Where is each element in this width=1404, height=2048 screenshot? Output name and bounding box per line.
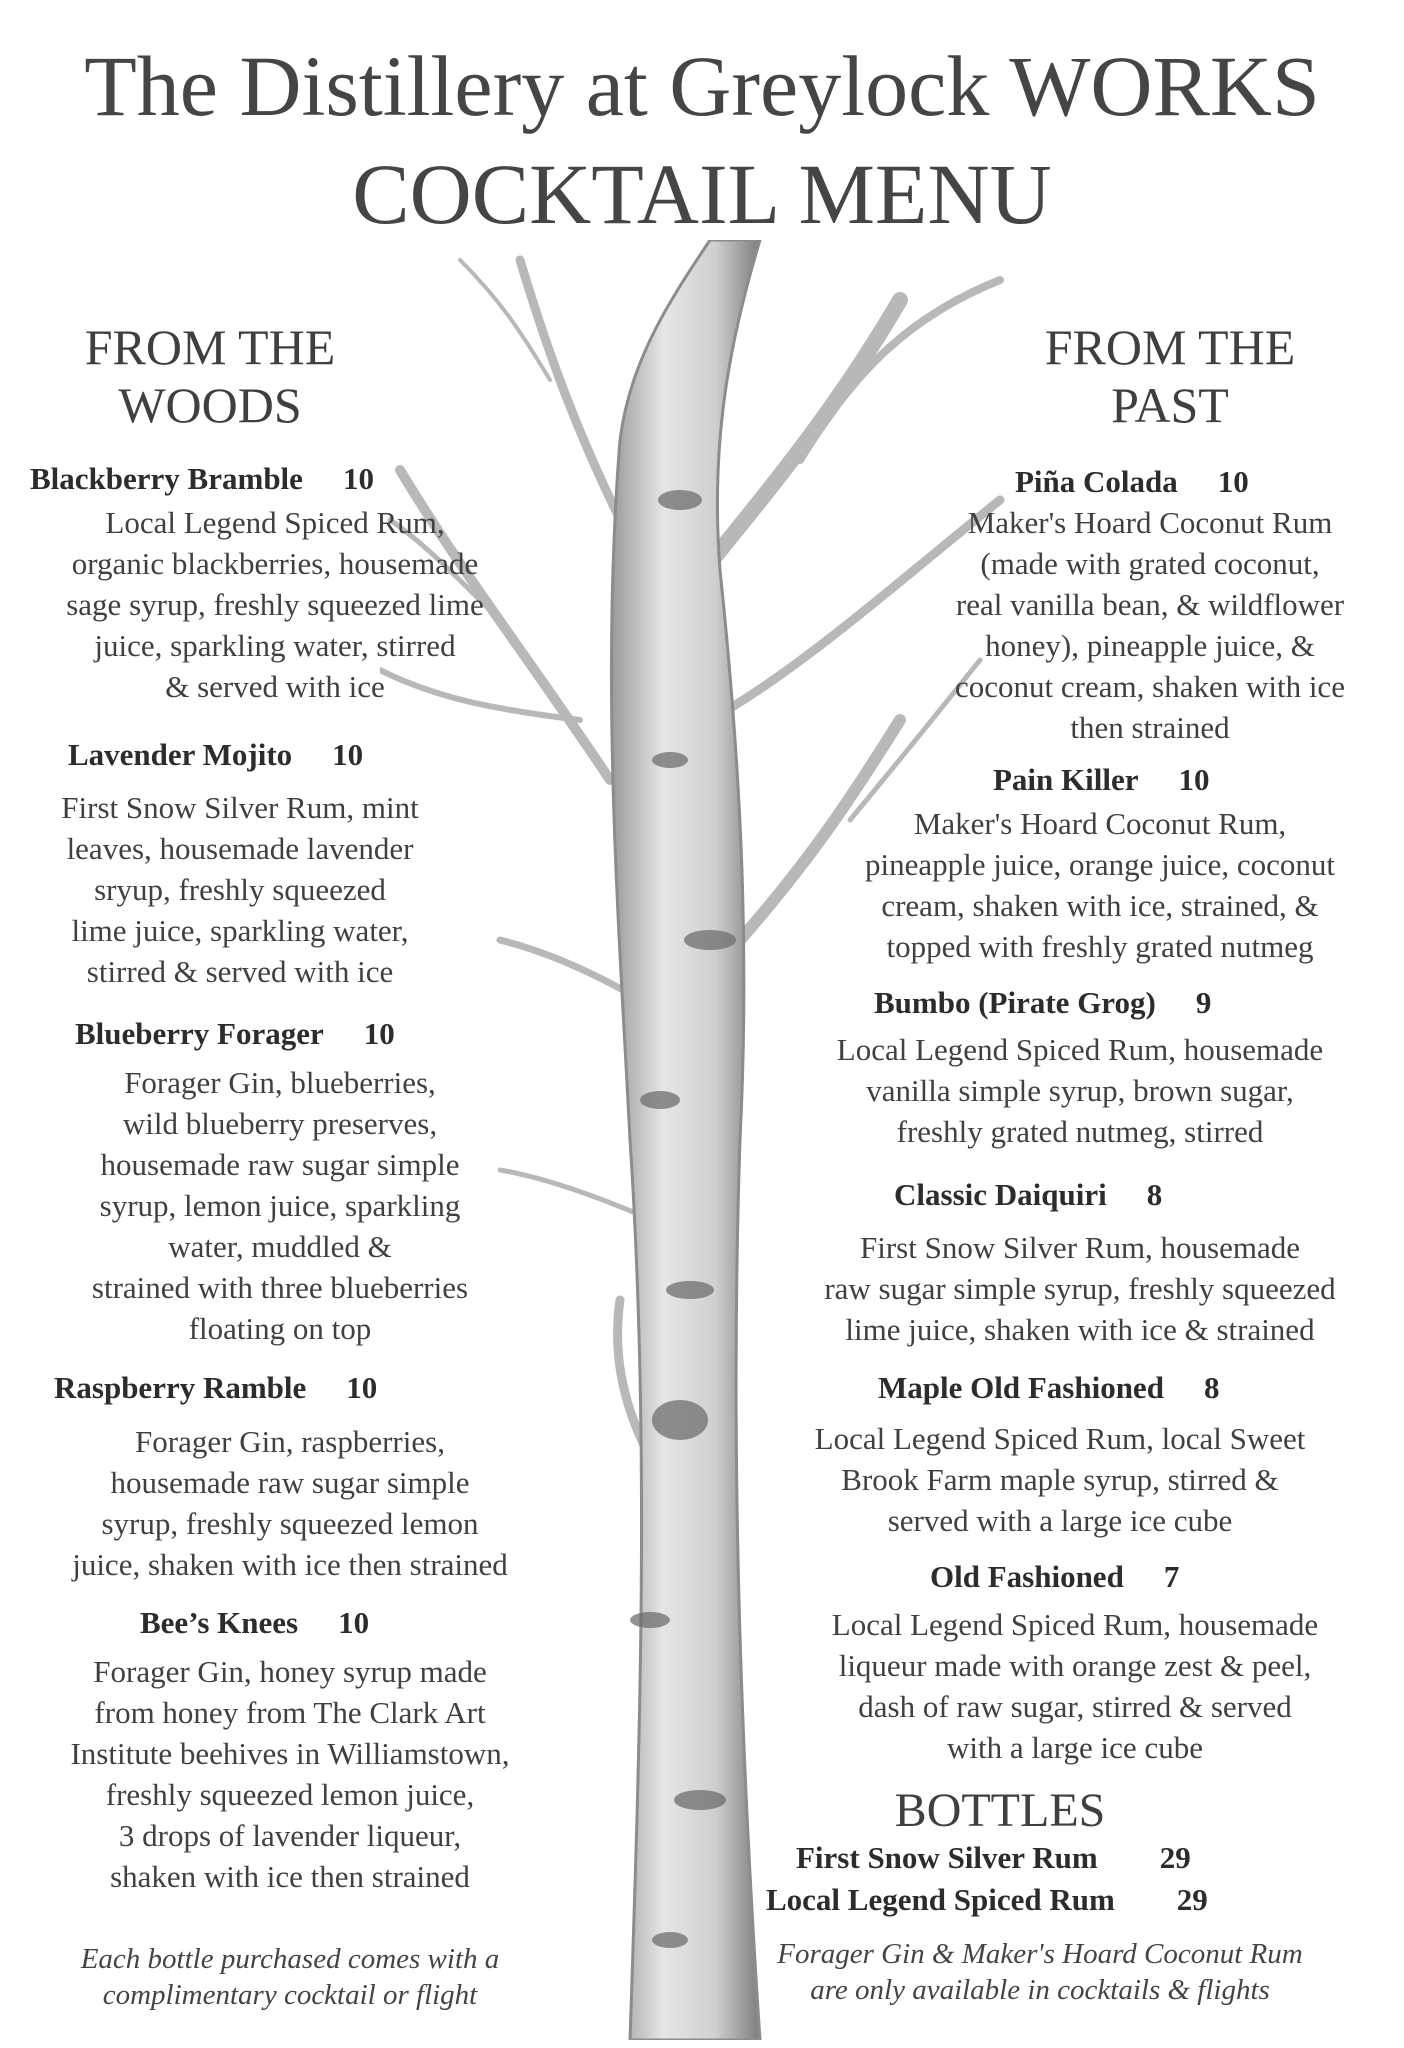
bottle-price: 29 <box>1159 1840 1191 1875</box>
menu-item-description: Local Legend Spiced Rum, organic blackberries, housemade sage syrup, freshly squeezed lime juice, sparkling water, stirred & served with ice <box>66 505 484 704</box>
section-heading-woods-line1: FROM THE <box>84 319 336 375</box>
menu-item-description: Maker's Hoard Coconut Rum, pineapple juice, orange juice, coconut cream, shaken with ice, strained, & topped with freshly grated nutmeg <box>865 806 1335 964</box>
menu-item-description: Local Legend Spiced Rum, housemade liqueur made with orange zest & peel, dash of raw sugar, stirred & served with a large ice cube <box>831 1607 1319 1765</box>
menu-item-price: 10 <box>1178 762 1210 797</box>
menu-item-description: First Snow Silver Rum, mint leaves, housemade lavender sryup, freshly squeezed lime juice, sparkling water, stirred & served with ice <box>61 790 419 989</box>
menu-item-price: 10 <box>346 1370 378 1405</box>
section-heading-past-line2: PAST <box>1111 377 1229 433</box>
menu-item-description: First Snow Silver Rum, housemade raw sugar simple syrup, freshly squeezed lime juice, shaken with ice & strained <box>824 1230 1336 1347</box>
menu-item-name: Piña Colada 10 <box>1015 464 1249 499</box>
availability-note: Forager Gin & Maker's Hoard Coconut Rum are only available in cocktails & flights <box>777 1938 1303 2006</box>
menu-item-description: Maker's Hoard Coconut Rum (made with grated coconut, real vanilla bean, & wildflower honey), pineapple juice, & coconut cream, shaken with ice then strained <box>955 505 1345 745</box>
menu-item-price: 10 <box>363 1016 395 1051</box>
bottles-heading: BOTTLES <box>894 1784 1106 1837</box>
menu-item-description: Forager Gin, raspberries, housemade raw sugar simple syrup, freshly squeezed lemon juice, shaken with ice then strained <box>72 1424 508 1582</box>
menu-item-name: Maple Old Fashioned 8 <box>878 1370 1220 1405</box>
menu-item-price: 10 <box>338 1605 370 1640</box>
menu-title: The Distillery at Greylock WORKS <box>84 38 1320 134</box>
bottle-item: Local Legend Spiced Rum 29 <box>766 1882 1208 1917</box>
menu-item-description: Forager Gin, honey syrup made from honey from The Clark Art Institute beehives in Williamstown, freshly squeezed lemon juice, 3 drops of lavender liqueur, shaken with ice then strained <box>70 1654 510 1894</box>
menu-item-name: Raspberry Ramble 10 <box>54 1370 378 1405</box>
menu-item-price: 10 <box>1217 464 1249 499</box>
menu-item-price: 10 <box>342 461 374 496</box>
menu-item-description: Forager Gin, blueberries, wild blueberry preserves, housemade raw sugar simple syrup, lemon juice, sparkling water, muddled & strained with three blueberries floating on top <box>91 1065 469 1346</box>
menu-item-name: Blueberry Forager 10 <box>75 1016 395 1051</box>
menu-item-price: 10 <box>332 737 364 772</box>
bottle-item: First Snow Silver Rum 29 <box>796 1840 1191 1875</box>
menu-item-name: Classic Daiquiri 8 <box>894 1177 1163 1212</box>
menu-item-name: Blackberry Bramble 10 <box>30 461 374 496</box>
menu-item-price: 8 <box>1203 1370 1220 1405</box>
menu-item-description: Local Legend Spiced Rum, local Sweet Brook Farm maple syrup, stirred & served with a large ice cube <box>814 1421 1306 1538</box>
section-heading-past-line1: FROM THE <box>1044 319 1296 375</box>
menu-item-name: Lavender Mojito 10 <box>68 737 364 772</box>
menu-item-description: Local Legend Spiced Rum, housemade vanilla simple syrup, brown sugar, freshly grated nutmeg, stirred <box>836 1032 1324 1149</box>
menu-subtitle: COCKTAIL MENU <box>352 146 1052 242</box>
menu-item-name: Old Fashioned 7 <box>930 1559 1180 1594</box>
menu-item-price: 8 <box>1146 1177 1163 1212</box>
section-heading-woods-line2: WOODS <box>118 377 302 433</box>
bottle-price: 29 <box>1176 1882 1208 1917</box>
menu-item-price: 7 <box>1163 1559 1180 1594</box>
menu-item-name: Bee’s Knees 10 <box>140 1605 370 1640</box>
menu-item-name: Bumbo (Pirate Grog) 9 <box>874 985 1212 1020</box>
menu-item-name: Pain Killer 10 <box>993 762 1210 797</box>
bottle-purchase-note: Each bottle purchased comes with a complimentary cocktail or flight <box>80 1943 500 2011</box>
menu-item-price: 9 <box>1195 985 1212 1020</box>
